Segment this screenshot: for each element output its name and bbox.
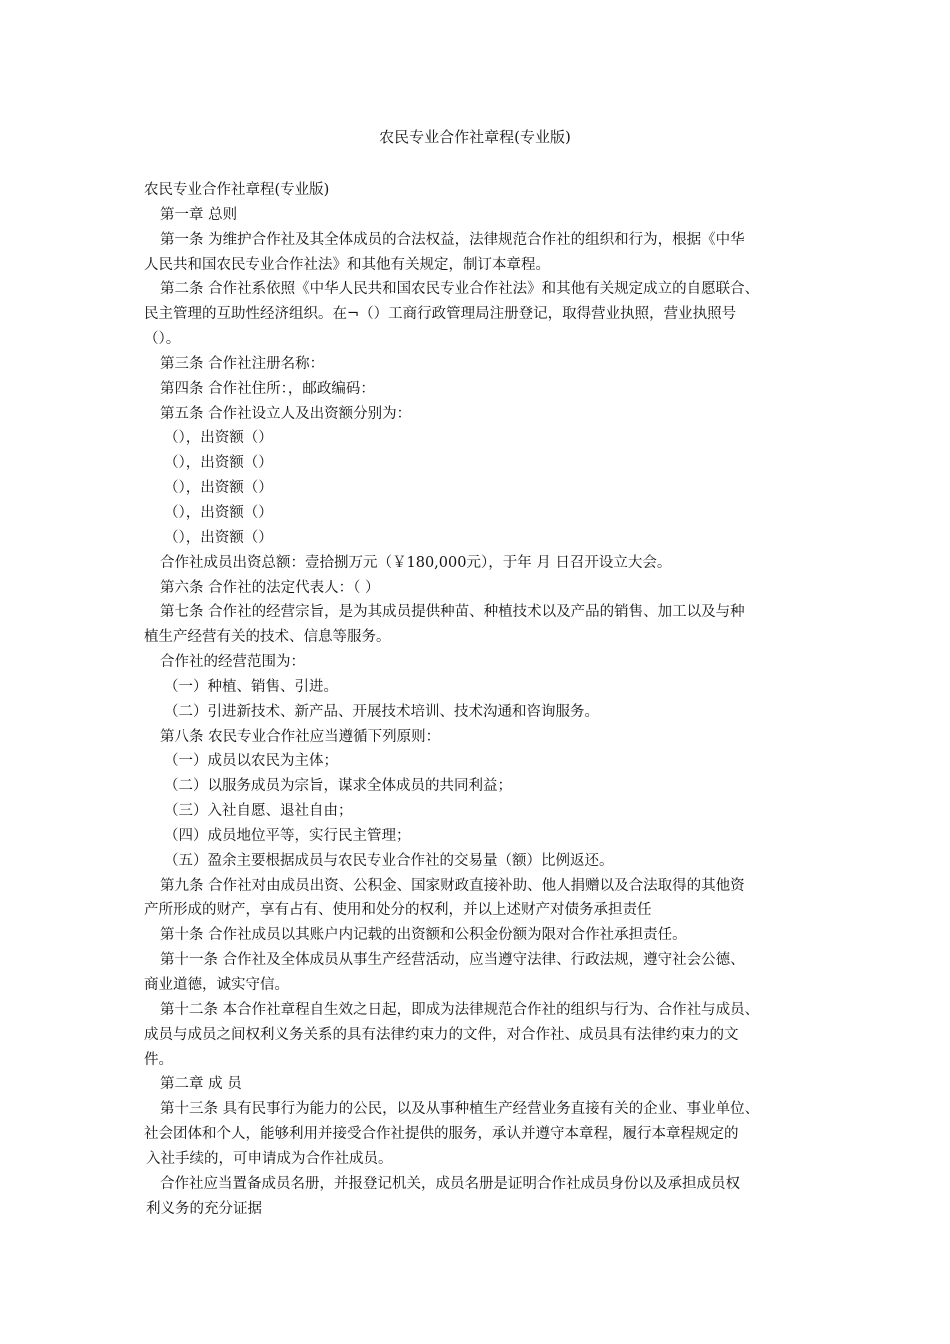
list-item: （），出资额（） [164,529,273,546]
text-line: 件。 [144,1051,173,1068]
text-line: 民主管理的互助性经济组织。在¬（）工商行政管理局注册登记，取得营业执照，营业执照号 [144,306,737,323]
article-line: 第十条 合作社成员以其账户内记载的出资额和公积金份额为限对合作社承担责任。 [160,927,687,944]
article-line: 第七条 合作社的经营宗旨，是为其成员提供种苗、种植技术以及产品的销售、加工以及与种 [160,604,745,621]
article-line: 第一条 为维护合作社及其全体成员的合法权益，法律规范合作社的组织和行为，根据《中华 [160,231,745,248]
list-item: （一）成员以农民为主体； [164,753,338,770]
article-line: 第八条 农民专业合作社应当遵循下列原则： [160,728,441,745]
list-item: （二）引进新技术、新产品、开展技术培训、技术沟通和咨询服务。 [164,703,599,720]
article-line: 第五条 合作社设立人及出资额分别为： [160,405,412,422]
text-line: 产所形成的财产，享有占有、使用和处分的权利，并以上述财产对债务承担责任 [144,902,652,919]
text-line: 合作社的经营范围为： [160,654,305,671]
article-line: 第九条 合作社对由成员出资、公积金、国家财政直接补助、他人捐赠以及合法取得的其他资 [160,877,745,894]
text-line: 成员与成员之间权利义务关系的具有法律约束力的文件，对合作社、成员具有法律约束力的文 [144,1026,739,1043]
chapter-heading: 第二章 成 员 [160,1076,242,1093]
text-line: 人民共和国农民专业合作社法》和其他有关规定，制订本章程。 [144,256,550,273]
article-line: 第十三条 具有民事行为能力的公民，以及从事种植生产经营业务直接有关的企业、事业单位、 [160,1101,760,1118]
text-line: 农民专业合作社章程(专业版) [144,182,330,198]
text-line: 合作社成员出资总额：壹拾捌万元（￥180,000元），于年 月 日召开设立大会。 [160,554,672,571]
document-body [144,178,824,1221]
text-line: 商业道德，诚实守信。 [144,977,289,993]
list-item: （），出资额（） [164,430,273,447]
list-item: （四）成员地位平等，实行民主管理； [164,827,411,844]
text-line: 入社手续的，可申请成为合作社成员。 [146,1150,393,1167]
article-line: 第十一条 合作社及全体成员从事生产经营活动，应当遵守法律、行政法规，遵守社会公德、 [160,952,745,969]
list-item: （二）以服务成员为宗旨，谋求全体成员的共同利益； [164,778,512,795]
text-line: 合作社应当置备成员名册，并报登记机关，成员名册是证明合作社成员身份以及承担成员权 [160,1175,740,1192]
text-line: 社会团体和个人，能够利用并接受合作社提供的服务，承认并遵守本章程，履行本章程规定的 [144,1126,739,1143]
text-line: 植生产经营有关的技术、信息等服务。 [144,629,391,646]
list-item: （），出资额（） [164,455,273,472]
article-line: 第四条 合作社住所：，邮政编码： [160,380,375,397]
chapter-heading: 第一章 总则 [160,206,238,223]
list-item: （三）入社自愿、退社自由； [164,803,353,820]
list-item: （），出资额（） [164,504,273,521]
list-item: （五）盈余主要根据成员与农民专业合作社的交易量（额）比例返还。 [164,852,614,869]
article-line: 第三条 合作社注册名称： [160,355,325,372]
article-line: 第十二条 本合作社章程自生效之日起，即成为法律规范合作社的组织与行为、合作社与成员、 [160,1001,760,1018]
document-title: 农民专业合作社章程(专业版) [379,128,571,146]
list-item: （一）种植、销售、引进。 [164,678,338,695]
text-line: （）。 [144,331,181,348]
article-line: 第二条 合作社系依照《中华人民共和国农民专业合作社法》和其他有关规定成立的自愿联合、 [160,281,760,298]
text-line: 利义务的充分证据 [146,1200,262,1217]
article-line: 第六条 合作社的法定代表人：（ ） [160,579,380,596]
list-item: （），出资额（） [164,480,273,497]
